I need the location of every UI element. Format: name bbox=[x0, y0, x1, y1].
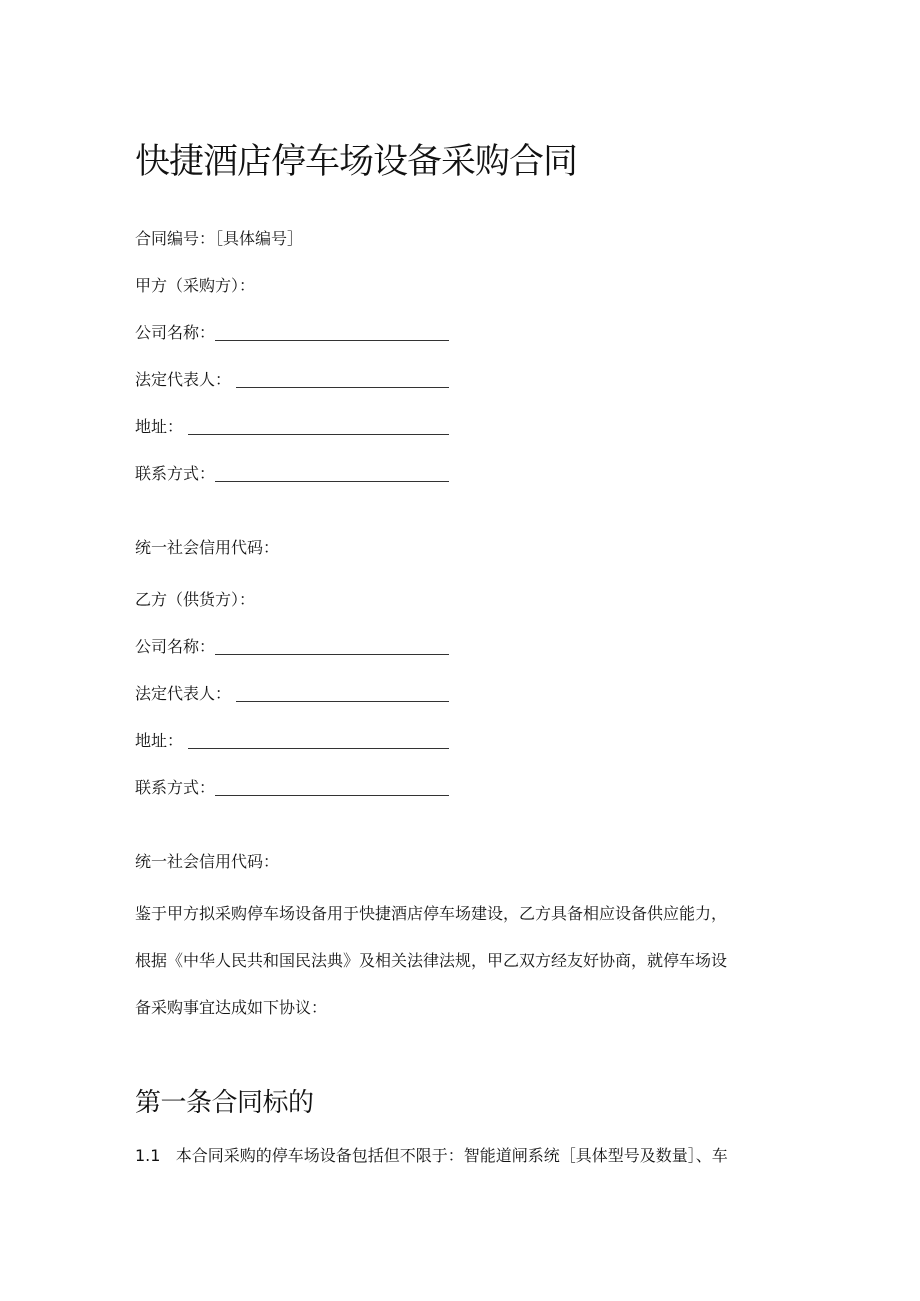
contact-blank[interactable] bbox=[215, 779, 449, 796]
field-label: 公司名称： bbox=[135, 637, 216, 656]
party-a-legal-rep-field[interactable] bbox=[135, 369, 449, 391]
party-a-contact-field[interactable] bbox=[135, 463, 449, 485]
legal-rep-blank[interactable] bbox=[236, 685, 449, 702]
address-blank[interactable] bbox=[188, 418, 449, 435]
party-b-address-field[interactable] bbox=[135, 730, 449, 752]
preamble-line-2: 根据《中华人民共和国民法典》及相关法律法规，甲乙双方经友好协商，就停车场设 bbox=[135, 951, 728, 970]
company-name-blank[interactable] bbox=[215, 638, 449, 655]
company-name-blank[interactable] bbox=[215, 324, 449, 341]
legal-rep-blank[interactable] bbox=[236, 371, 449, 388]
field-label: 地址： bbox=[135, 731, 189, 750]
contract-number: 合同编号：［具体编号］ bbox=[135, 229, 304, 248]
party-b-credit-code: 统一社会信用代码： bbox=[135, 852, 280, 871]
field-label: 联系方式： bbox=[135, 778, 216, 797]
field-label: 联系方式： bbox=[135, 464, 216, 483]
field-label: 法定代表人： bbox=[135, 370, 237, 389]
clause-1-1: 1.1 本合同采购的停车场设备包括但不限于：智能道闸系统［具体型号及数量］、车 bbox=[135, 1146, 728, 1165]
field-label: 地址： bbox=[135, 417, 189, 436]
party-b-company-name-field[interactable] bbox=[135, 636, 449, 658]
party-b-legal-rep-field[interactable] bbox=[135, 683, 449, 705]
document-title: 快捷酒店停车场设备采购合同 bbox=[135, 142, 578, 182]
party-b-contact-field[interactable] bbox=[135, 777, 449, 799]
address-blank[interactable] bbox=[188, 732, 449, 749]
party-a-address-field[interactable] bbox=[135, 416, 449, 438]
party-b-heading: 乙方（供货方）： bbox=[135, 590, 256, 609]
preamble-line-1: 鉴于甲方拟采购停车场设备用于快捷酒店停车场建设，乙方具备相应设备供应能力， bbox=[135, 904, 728, 923]
contact-blank[interactable] bbox=[215, 465, 449, 482]
field-label: 法定代表人： bbox=[135, 684, 237, 703]
field-label: 公司名称： bbox=[135, 323, 216, 342]
party-a-credit-code: 统一社会信用代码： bbox=[135, 538, 280, 557]
party-a-heading: 甲方（采购方）： bbox=[135, 276, 256, 295]
party-a-company-name-field[interactable] bbox=[135, 322, 449, 344]
section-1-heading: 第一条合同标的 bbox=[135, 1088, 314, 1118]
preamble-line-3: 备采购事宜达成如下协议： bbox=[135, 998, 328, 1017]
